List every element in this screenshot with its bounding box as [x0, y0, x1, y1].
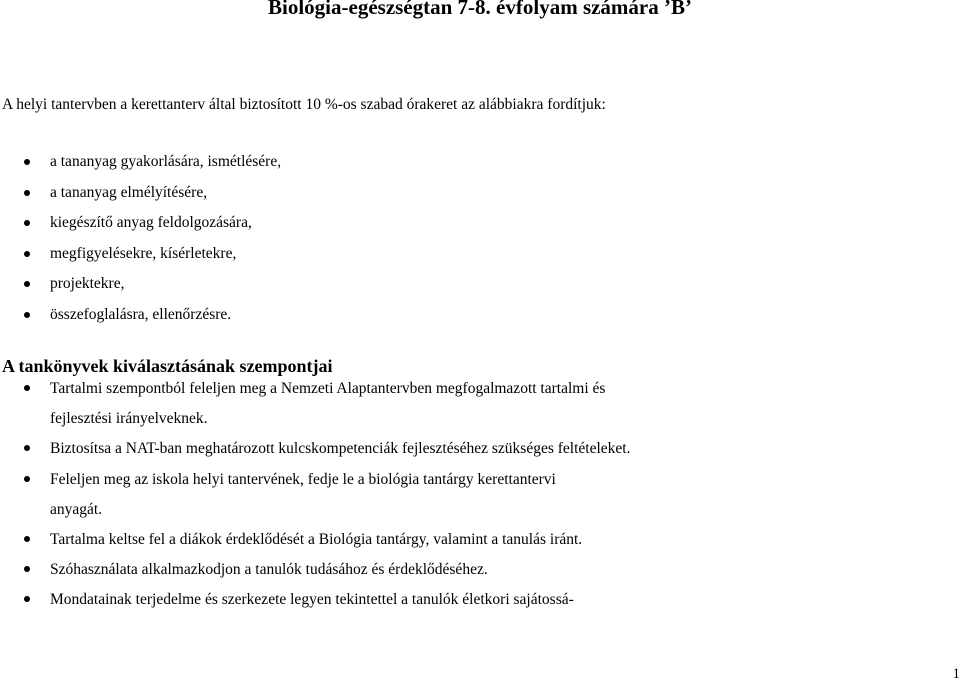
list-item — [0, 585, 750, 615]
section-heading: A tankönyvek kiválasztásának szempontjai — [2, 356, 333, 376]
bullet-icon — [24, 445, 30, 451]
list-item — [0, 300, 281, 331]
list-item — [0, 269, 281, 300]
intro-paragraph: A helyi tantervben a kerettanterv által biztosított 10 %-os szabad órakeret az alábbiakra fordítjuk: — [2, 96, 606, 113]
list-item-text: Feleljen meg az iskola helyi tantervének, fedje le a biológia tantárgy kerettantervi anyagát. — [50, 470, 556, 518]
usage-list — [0, 147, 281, 331]
list-item — [0, 208, 281, 239]
bullet-icon — [24, 159, 30, 165]
list-item — [0, 147, 281, 178]
criteria-list — [0, 374, 750, 616]
list-item-text: projektekre, — [50, 275, 125, 293]
list-item-text: kiegészítő anyag feldolgozására, — [50, 214, 252, 232]
list-item — [0, 434, 750, 464]
bullet-icon — [24, 190, 30, 196]
list-item-text: összefoglalásra, ellenőrzésre. — [50, 305, 232, 323]
bullet-icon — [24, 251, 30, 257]
bullet-icon — [24, 220, 30, 226]
list-item-text: megfigyelésekre, kísérletekre, — [50, 244, 237, 262]
list-item-text: Tartalmi szempontból feleljen meg a Nemzeti Alaptantervben megfogalmazott tartalmi és fejlesztési irányelveknek. — [50, 380, 606, 428]
list-item — [0, 374, 610, 434]
list-item-text: a tananyag elmélyítésére, — [50, 183, 208, 201]
bullet-icon — [24, 281, 30, 287]
list-item-text: Szóhasználata alkalmazkodjon a tanulók tudásához és érdeklődéséhez. — [50, 561, 488, 579]
list-item — [0, 555, 750, 585]
bullet-icon — [24, 566, 30, 572]
list-item — [0, 525, 750, 555]
list-item-text: Tartalma keltse fel a diákok érdeklődését a Biológia tantárgy, valamint a tanulás iránt. — [50, 531, 583, 549]
list-item-text: Mondatainak terjedelme és szerkezete legyen tekintettel a tanulók életkori sajátossá- — [50, 591, 574, 609]
list-item — [0, 465, 610, 525]
list-item — [0, 239, 281, 270]
list-item-text: a tananyag gyakorlására, ismétlésére, — [50, 153, 282, 170]
bullet-icon — [24, 385, 30, 391]
document-title: Biológia-egészségtan 7-8. évfolyam számára ’B’ — [268, 0, 692, 19]
list-item — [0, 178, 281, 209]
page-number: 1 — [952, 666, 960, 682]
list-item-text: Biztosítsa a NAT-ban meghatározott kulcskompetenciák fejlesztéséhez szükséges feltételeket. — [50, 440, 631, 458]
bullet-icon — [24, 596, 30, 602]
bullet-icon — [24, 476, 30, 482]
bullet-icon — [24, 536, 30, 542]
bullet-icon — [24, 312, 30, 318]
